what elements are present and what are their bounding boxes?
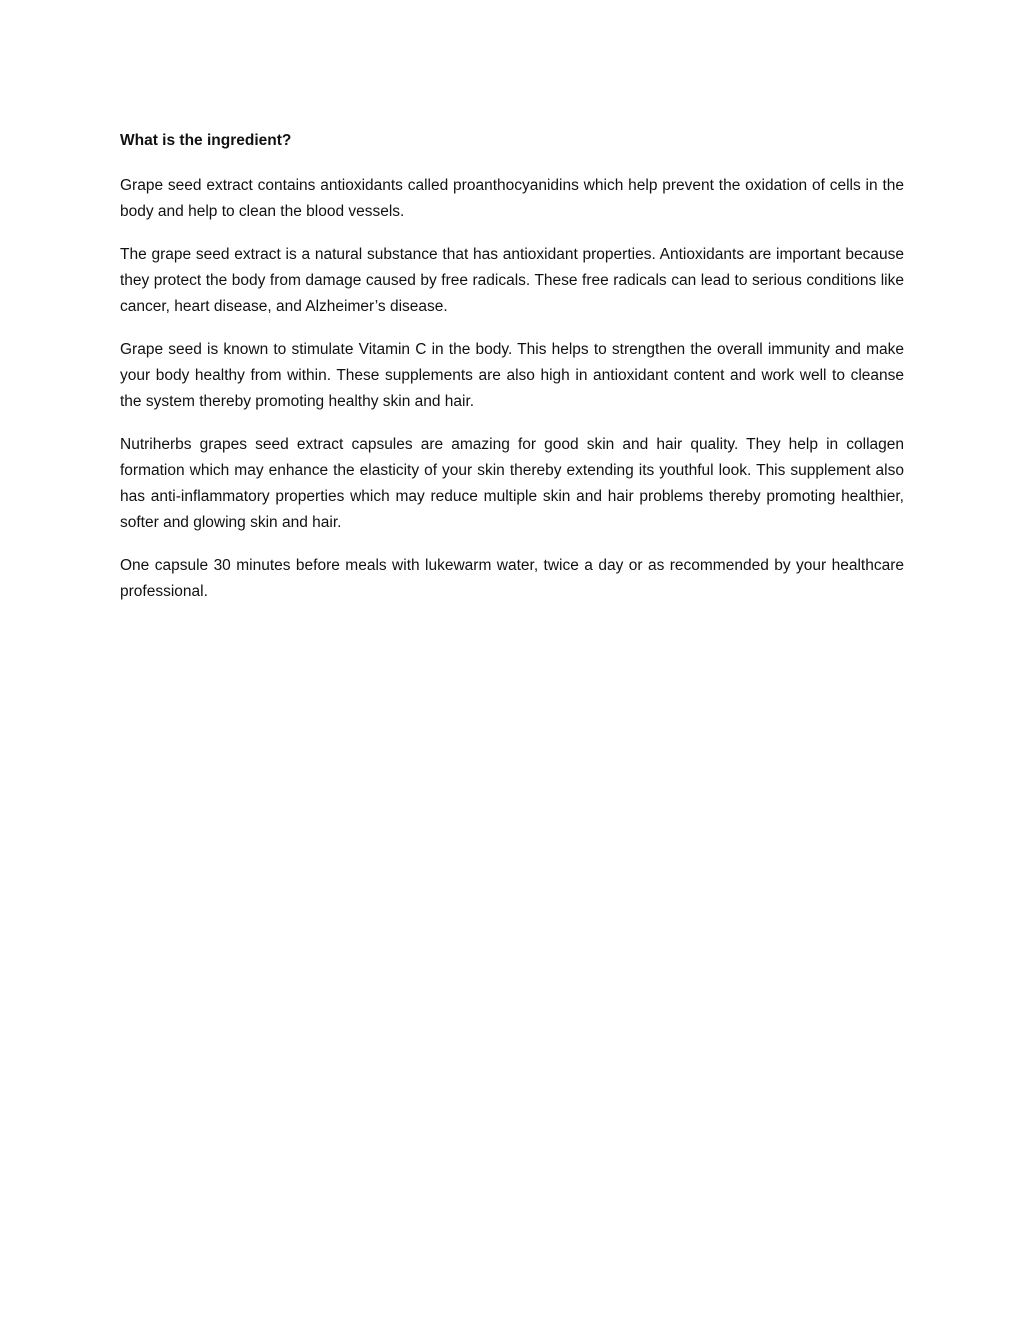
paragraph-antioxidants-intro: Grape seed extract contains antioxidants called proanthocyanidins which help prevent the oxidation of cells in the body and help to clean the blood vessels. bbox=[120, 177, 904, 220]
paragraph-natural-substance: The grape seed extract is a natural substance that has antioxidant properties. Antioxidants are important because they protect the body from damage caused by free radicals. These free radicals can lead to serious conditions like cancer, heart disease, and Alzheimer’s disease. bbox=[120, 246, 904, 315]
paragraph-dosage: One capsule 30 minutes before meals with lukewarm water, twice a day or as recommended by your healthcare professional. bbox=[120, 557, 904, 600]
paragraph-skin-hair: Nutriherbs grapes seed extract capsules are amazing for good skin and hair quality. They help in collagen formation which may enhance the elasticity of your skin thereby extending its youthful look. This supplement also has anti-inflammatory properties which may reduce multiple skin and hair problems thereby promoting healthier, softer and glowing skin and hair. bbox=[120, 436, 904, 531]
document-page bbox=[120, 128, 904, 622]
section-heading: What is the ingredient? bbox=[120, 132, 292, 149]
paragraph-vitamin-c: Grape seed is known to stimulate Vitamin C in the body. This helps to strengthen the overall immunity and make your body healthy from within. These supplements are also high in antioxidant content and work well to cleanse the system thereby promoting healthy skin and hair. bbox=[120, 341, 904, 410]
